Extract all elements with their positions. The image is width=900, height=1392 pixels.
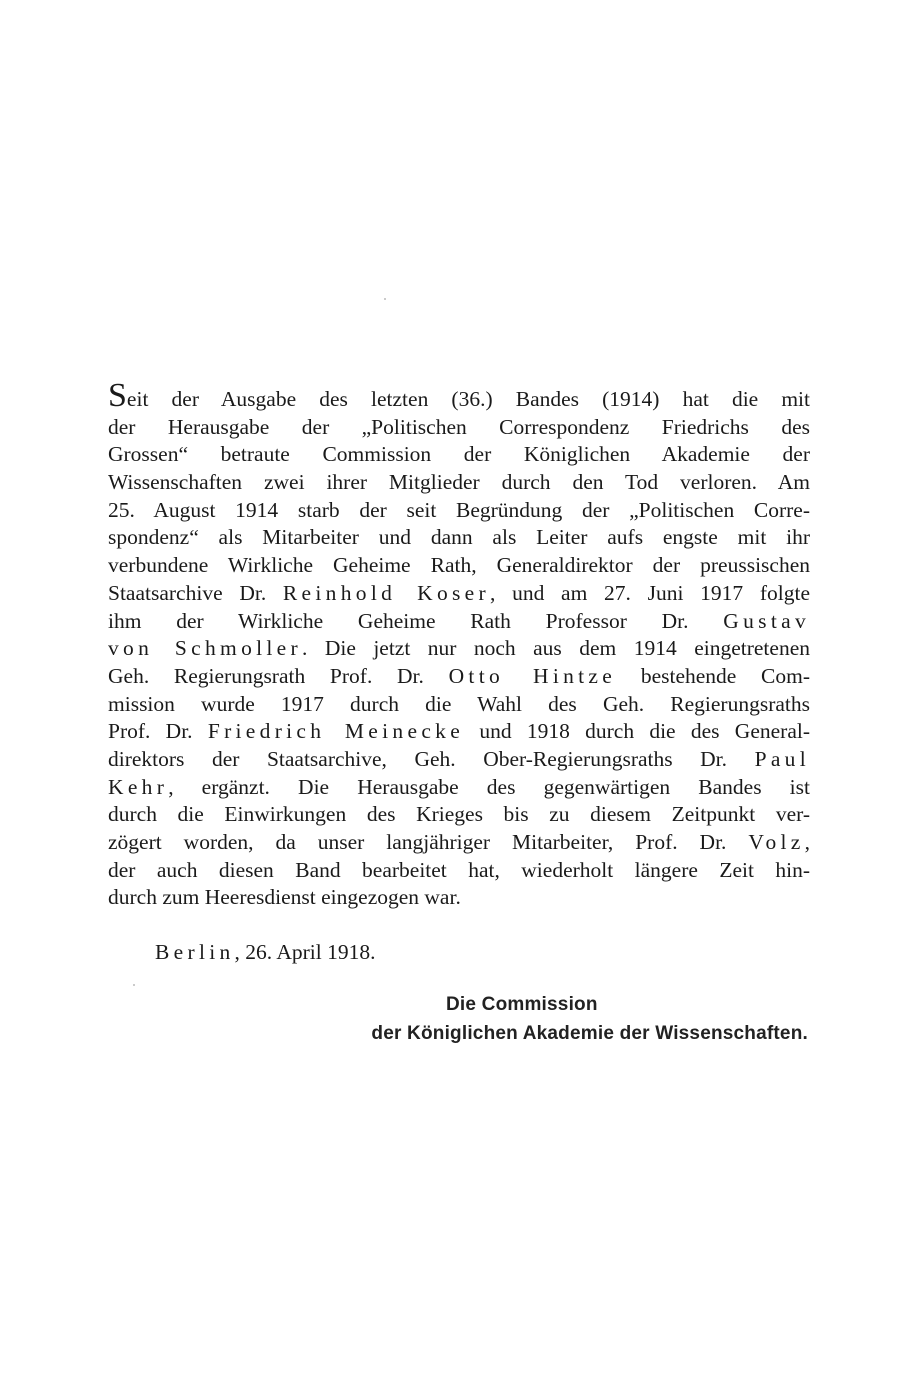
text-line <box>108 718 810 746</box>
text-segment: verbundene Wirkliche Geheime Rath, Generaldirektor der preussischen <box>108 553 810 578</box>
signature-block <box>288 990 808 1048</box>
text-segment: Staatsarchive Dr. <box>108 580 283 605</box>
paper-speck <box>133 984 135 986</box>
dateline <box>155 938 376 966</box>
person-name: Paul <box>754 746 810 771</box>
dateline-rest: , 26. April 1918. <box>234 940 376 964</box>
text-line <box>108 552 810 580</box>
text-line <box>108 801 810 829</box>
text-segment: 25. August 1914 starb der seit Begründung der „Politischen Corre- <box>108 497 810 522</box>
person-name: Volz <box>748 830 805 854</box>
text-line <box>108 635 810 663</box>
text-segment: der Herausgabe der „Politischen Correspondenz Friedrichs des <box>108 414 810 439</box>
person-name: Reinhold Koser <box>282 580 490 605</box>
text-line <box>108 829 810 857</box>
person-name: Friedrich Meinecke <box>207 719 465 744</box>
text-segment: Geh. Regierungsrath Prof. Dr. <box>108 663 449 688</box>
person-name: Kehr <box>108 774 169 799</box>
text-line <box>108 608 810 636</box>
person-name: von Schmoller <box>108 636 302 661</box>
text-line <box>108 377 810 414</box>
text-line <box>108 414 810 442</box>
text-line <box>108 691 810 719</box>
text-segment: eit der Ausgabe des letzten (36.) Bandes (1914) hat die mit <box>126 387 810 411</box>
text-segment: mission wurde 1917 durch die Wahl des Geh. Regierungsraths <box>108 691 810 716</box>
text-segment: ihm der Wirkliche Geheime Rath Professor Dr. <box>108 608 724 633</box>
text-line <box>108 580 810 608</box>
text-segment: . Die jetzt nur noch aus dem 1914 eingetretenen <box>301 636 810 661</box>
text-segment: , <box>804 830 810 854</box>
text-line <box>108 857 810 885</box>
text-line <box>108 524 810 552</box>
text-segment: durch die Einwirkungen des Krieges bis zu diesem Zeitpunkt ver- <box>108 802 810 827</box>
person-name: Gustav <box>723 608 810 633</box>
text-segment: direktors der Staatsarchive, Geh. Ober-Regierungsraths Dr. <box>108 746 755 771</box>
text-line <box>108 441 810 469</box>
text-line <box>108 497 810 525</box>
text-segment: zögert worden, da unser langjähriger Mitarbeiter, Prof. Dr. <box>108 830 749 854</box>
signature-line-2: der Königlichen Akademie der Wissenschaften. <box>371 1023 808 1044</box>
text-line <box>108 469 810 497</box>
text-segment: durch zum Heeresdienst eingezogen war. <box>108 885 461 910</box>
person-name: Otto Hintze <box>448 663 617 688</box>
text-segment: spondenz“ als Mitarbeiter und dann als Leiter aufs engste mit ihr <box>108 525 810 550</box>
text-segment: Grossen“ betraute Commission der Königlichen Akademie der <box>108 442 810 467</box>
text-segment: Wissenschaften zwei ihrer Mitglieder durch den Tod verloren. Am <box>108 470 810 495</box>
text-segment: und 1918 durch die des General- <box>464 719 810 744</box>
text-segment: Prof. Dr. <box>108 719 208 744</box>
text-line <box>108 884 810 912</box>
text-line <box>108 746 810 774</box>
preface-paragraph <box>108 377 810 912</box>
text-line <box>108 663 810 691</box>
text-segment: , und am 27. Juni 1917 folgte <box>490 580 810 605</box>
dateline-place: Berlin <box>155 940 235 964</box>
text-line <box>108 774 810 802</box>
paper-speck <box>384 298 386 300</box>
signature-line-1: Die Commission <box>446 994 598 1015</box>
text-segment: der auch diesen Band bearbeitet hat, wiederholt längere Zeit hin- <box>108 857 810 882</box>
text-segment: bestehende Com- <box>616 663 810 688</box>
drop-cap: S <box>108 377 127 414</box>
text-segment: , ergänzt. Die Herausgabe des gegenwärtigen Bandes ist <box>168 774 810 799</box>
